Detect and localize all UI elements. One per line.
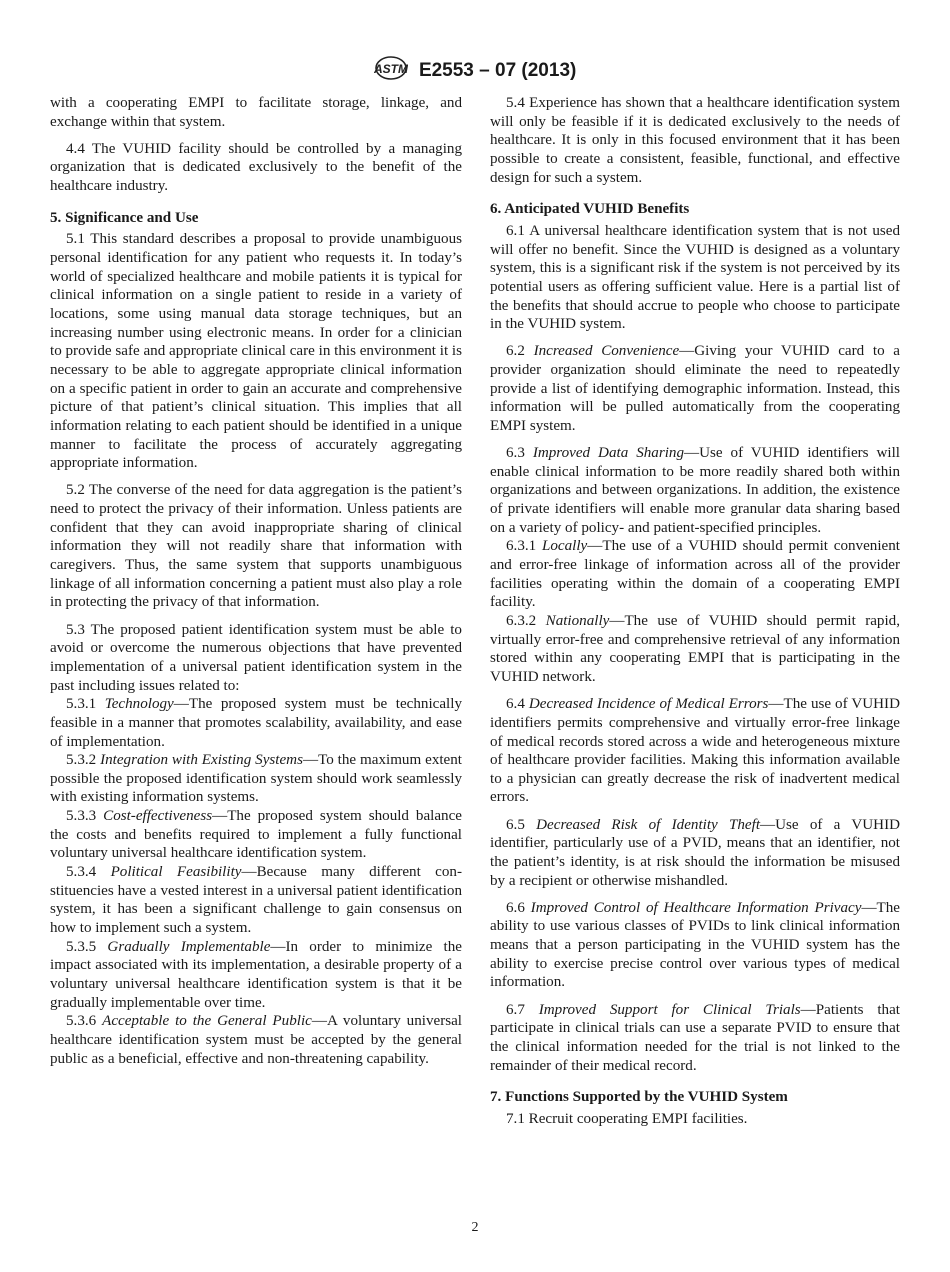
paragraph-number: 5.2 <box>66 482 85 499</box>
paragraph-number: 6.3.1 <box>506 538 537 555</box>
paragraph-term: Integration with Existing Systems <box>100 752 303 769</box>
paragraph: 6.7 Improved Support for Clinical Trials—Patients that participate in clinical trials can use a separate PVID to ensure that the clinical information needed for the trial is not linked to the remainder of their medical record. <box>490 1001 900 1074</box>
paragraph <box>50 621 462 696</box>
paragraph-term: Acceptable to the General Public <box>102 1013 312 1030</box>
paragraph <box>50 140 462 196</box>
paragraph-text: The proposed system must be technically feasible in a manner that promotes scalability, availability, and ease of implementation. <box>50 696 462 750</box>
paragraph-text: A universal healthcare identification system that is not used will offer no benefit. Since the VUHID is designed as a voluntary system, this is a significant risk if the system is not perceived by its potential users as offering sufficient value. Here is a partial list of the benefits that should accrue to people who choose to participate in the VUHID system. <box>490 222 900 333</box>
paragraph-text: A voluntary universal healthcare identification system must be accepted by the general public as a beneficial, effective and non-threatening capability. <box>50 1013 462 1067</box>
paragraph: 6.3.1 Locally—The use of a VUHID should permit convenient and error-free linkage of information across all of the provider facilities operating within the domain of a cooperating EMPI facility. <box>490 538 900 611</box>
paragraph-text: Experience has shown that a healthcare identification system will only be feasible if it is dedicated exclusively to the needs of healthcare. It is only in this focused environment that it has been possible to create a consistent, feasible, functional, and effective design for such a system. <box>490 95 900 186</box>
paragraph: 6.4 Decreased Incidence of Medical Errors—The use of VUHID identifiers permits comprehensive and virtually error-free linkage of medical records stored across a wide and heterogeneous mixture of healthcare provider facilities. Making this information available to a physician can greatly decrease the risk of inadvertent medical errors. <box>490 696 900 806</box>
paragraph-term: Decreased Incidence of Medical Errors <box>528 696 769 713</box>
paragraph-number: 6.4 <box>506 696 525 713</box>
paragraph-number: 6.3 <box>506 445 525 462</box>
paragraph: 6.3 Improved Data Sharing—Use of VUHID identifiers will enable clinical information to be more readily shared both within organizations and between organizations. In addition, the existence of private identifiers will enable more granular data sharing based on a variety of policy- and patient-specified principles. <box>490 445 900 536</box>
paragraph-number: 5.3.3 <box>66 808 97 825</box>
paragraph-number: 4.4 <box>66 140 85 157</box>
paragraph <box>50 481 462 612</box>
paragraph-number: 5.3.5 <box>66 938 97 955</box>
paragraph: 5.3.5 Gradually Implementable—In order to minimize the impact associated with its implementation, a desirable property of a voluntary universal healthcare identification system is that it be gradually implementable over time. <box>50 938 462 1011</box>
paragraph-term: Improved Data Sharing <box>532 445 685 462</box>
page-number: 2 <box>471 1220 479 1235</box>
paragraph-text: The VUHID facility should be controlled by a managing organization that is dedicated exclusively to the benefit of the healthcare industry. <box>50 140 462 195</box>
paragraph-text: The converse of the need for data aggregation is the patient’s need to protect the privacy of their information. Unless patients are confident that they can avoid inappropriate sharing of clinical information they will not readily share that information with caregivers. Thus, the same system that supports unambiguous linkage of all information concerning a patient must also play a role in protecting the privacy of that information. <box>50 482 462 611</box>
paragraph-number: 6.6 <box>506 899 525 916</box>
paragraph <box>50 230 462 473</box>
paragraph: 6.3.2 Nationally—The use of VUHID should permit rapid, virtually error-free and comprehensive retrieval of any information stored within any cooperating EMPI that is participating in the VUHID network. <box>490 613 900 686</box>
paragraph-text: Because many different constituencies have a vested interest in a universal patient identification system, it has been a significant challenge to gain consensus on how to implement such a system. <box>50 864 462 937</box>
paragraph-term: Decreased Risk of Identity Theft <box>536 816 761 833</box>
paragraph-text: This standard describes a proposal to provide unambiguous personal identification for any patient who requests it. In today’s world of specialized healthcare and mobile patients it is typical for clinical information on a single patient to reside in a variety of locations, some using manual data storage techniques, but an increasing number using electronic means. In order for a clinician to provide safe and appropriate clinical care in this environment it is necessary to be able to aggregate appropriate clinical information on a specific patient in order to gain an accurate and comprehensive picture of that patient’s clinical situation. This implies that all information relating to each patient should be identified in a unique manner to facilitate the process of accurately aggregating appropriate information. <box>50 231 463 472</box>
paragraph <box>490 222 900 334</box>
paragraph-text: To the maximum extent possible the proposed identification system should work seamlessly with existing information systems. <box>50 752 462 806</box>
paragraph-term: Political Feasibility <box>110 864 242 881</box>
paragraph-number: 5.3 <box>66 621 85 638</box>
paragraph-number: 7.1 <box>506 1110 525 1127</box>
paragraph-term: Improved Support for Clinical Trials <box>538 1001 801 1018</box>
section-heading: 5. Significance and Use <box>50 209 199 226</box>
paragraph: 5.3.4 Political Feasibility—Because many different constituencies have a vested interest in a universal patient identification system, it has been a significant challenge to gain consensus on how to implement such a system. <box>50 864 462 937</box>
section-heading: 6. Anticipated VUHID Benefits <box>490 201 690 218</box>
paragraph-text: The use of VUHID should permit rapid, virtually error-free and comprehensive retrieval of any information stored within any cooperating EMPI that is participating in the VUHID network. <box>490 613 900 686</box>
paragraph-text: Use of a VUHID identifier, particularly use of a PVID, means that an identifier, not the patient’s identity, is at risk should the information be misused by a recipient or otherwise mishandled. <box>490 816 900 889</box>
paragraph <box>490 1110 900 1129</box>
paragraph <box>490 94 900 187</box>
paragraph-term: Nationally <box>545 613 610 630</box>
paragraph-text: In order to minimize the impact associated with its implementation, a desirable property of a voluntary universal healthcare identification system is that it be gradually implementable over time. <box>50 938 462 1011</box>
page-header <box>0 54 950 88</box>
paragraph-text: Recruit cooperating EMPI facilities. <box>528 1110 748 1127</box>
paragraph-number: 5.3.1 <box>66 696 97 713</box>
svg-text:ASTM: ASTM <box>373 62 408 76</box>
paragraph-text: Use of VUHID identifiers will enable clinical information to be more readily shared both within organizations and between organizations. In addition, the existence of private identifiers will enable more granular data sharing based on a variety of policy- and patient-specified principles. <box>490 445 900 536</box>
paragraph-text: The use of a VUHID should permit convenient and error-free linkage of information across all of the provider facilities operating within the domain of a cooperating EMPI facility. <box>490 538 900 611</box>
paragraph-term: Cost-effectiveness <box>103 808 213 825</box>
paragraph-text: The proposed patient identification system must be able to avoid or overcome the numerous objections that have prevented implementation of a universal patient identification system in the past including issues related to: <box>50 621 462 694</box>
paragraph-number: 5.3.2 <box>66 752 97 769</box>
standard-designation: E2553 – 07 (2013) <box>418 60 577 81</box>
paragraph-text: The use of VUHID identifiers permits comprehensive and virtually error-free linkage of medical records stored across a wide and heterogeneous mixture of healthcare provider facilities. Making this information available to a physician can greatly decrease the risk of inadvertent medical errors. <box>490 696 900 806</box>
paragraph-number: 6.5 <box>506 816 525 833</box>
paragraph-number: 5.4 <box>506 95 525 111</box>
paragraph-number: 5.3.6 <box>66 1013 97 1030</box>
paragraph-term: Improved Control of Healthcare Information Privacy <box>530 899 862 916</box>
paragraph-text: The ability to use various classes of PVIDs to link clinical information means that a person participating in the VUHID system has the ability to exercise precise control over various types of medical information. <box>490 899 900 991</box>
paragraph-number: 5.3.4 <box>66 864 97 881</box>
paragraph-term: Technology <box>104 696 174 713</box>
paragraph: 6.6 Improved Control of Healthcare Information Privacy—The ability to use various classes of PVIDs to link clinical information means that a person participating in the VUHID system has the ability to exercise precise control over various types of medical information. <box>490 899 900 991</box>
paragraph: 5.3.3 Cost-effectiveness—The proposed system should balance the costs and benefits required to implement a fully functional voluntary universal healthcare identification system. <box>50 808 462 862</box>
paragraph-number: 6.1 <box>506 222 525 239</box>
paragraph-term: Gradually Implementable <box>107 938 271 955</box>
paragraph-number: 6.3.2 <box>506 613 537 630</box>
paragraph <box>50 94 462 131</box>
paragraph: 5.3.2 Integration with Existing Systems—To the maximum extent possible the proposed identification system should work seamlessly with existing information systems. <box>50 752 462 806</box>
right-column <box>490 94 900 1137</box>
paragraph: 6.2 Increased Convenience—Giving your VUHID card to a provider organization should eliminate the need to repeatedly provide a list of identifying demographic information. Instead, this information will be pulled automatically from the cooperating EMPI system. <box>490 343 900 434</box>
paragraph-text: Patients that participate in clinical trials can use a separate PVID to ensure that the clinical information needed for the trial is not linked to the remainder of their medical record. <box>490 1001 900 1074</box>
paragraph-text: with a cooperating EMPI to facilitate storage, linkage, and exchange within that system. <box>50 95 462 130</box>
paragraph-text: The proposed system should balance the costs and benefits required to implement a fully functional voluntary universal healthcare identification system. <box>50 808 462 862</box>
paragraph-text: Giving your VUHID card to a provider organization should eliminate the need to repeatedly provide a list of identifying demographic information. Instead, this information will be pulled automatically from the cooperating EMPI system. <box>490 343 900 434</box>
paragraph-term: Increased Convenience <box>533 343 680 360</box>
paragraph: 5.3.1 Technology—The proposed system must be technically feasible in a manner that promotes scalability, availability, and ease of implementation. <box>50 696 462 750</box>
paragraph-number: 6.7 <box>506 1001 525 1018</box>
paragraph: 5.3.6 Acceptable to the General Public—A voluntary universal healthcare identification system must be accepted by the general public as a beneficial, effective and non-threatening capability. <box>50 1013 462 1067</box>
section-heading: 7. Functions Supported by the VUHID System <box>490 1089 788 1106</box>
left-column <box>50 94 462 1068</box>
astm-logo-icon <box>374 54 408 88</box>
paragraph-number: 6.2 <box>506 343 525 360</box>
paragraph-number: 5.1 <box>66 231 85 248</box>
paragraph-term: Locally <box>541 538 588 555</box>
paragraph: 6.5 Decreased Risk of Identity Theft—Use of a VUHID identifier, particularly use of a PVID, means that an identifier, not the patient’s identity, is at risk should the information be misused by a recipient or otherwise mishandled. <box>490 816 900 889</box>
